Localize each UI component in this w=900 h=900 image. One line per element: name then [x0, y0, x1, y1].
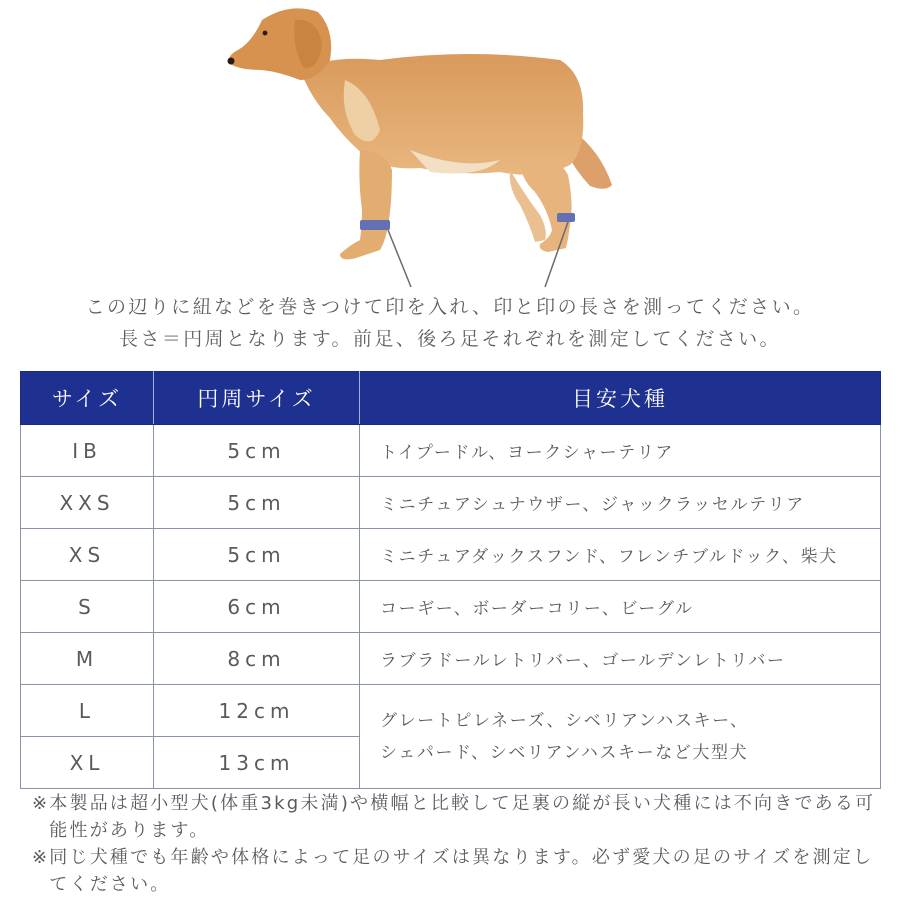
hind-leg-band [557, 213, 575, 222]
circumference-cell: 5cm [154, 477, 360, 529]
golden-retriever-image [0, 0, 900, 290]
breeds-cell: ミニチュアシュナウザー、ジャックラッセルテリア [360, 477, 881, 529]
size-cell: M [21, 633, 154, 685]
size-cell: XS [21, 529, 154, 581]
table-row [21, 529, 881, 581]
circumference-cell: 6cm [154, 581, 360, 633]
note-item [32, 790, 892, 844]
notes-section [32, 790, 892, 898]
table-row [21, 477, 881, 529]
dog-illustration [0, 0, 900, 290]
table-header-row [21, 372, 881, 425]
measurement-instructions [0, 291, 900, 355]
header-breeds: 目安犬種 [360, 372, 881, 425]
front-leg-band [360, 220, 390, 230]
instruction-line-1: この辺りに紐などを巻きつけて印を入れ、印と印の長さを測ってください。 [85, 296, 815, 318]
size-cell: XXS [21, 477, 154, 529]
instruction-line-2: 長さ＝円周となります。前足、後ろ足それぞれを測定してください。 [119, 328, 781, 350]
circumference-cell: 13cm [154, 737, 360, 789]
table-row [21, 633, 881, 685]
header-circumference: 円周サイズ [154, 372, 360, 425]
breeds-cell: トイプードル、ヨークシャーテリア [360, 425, 881, 477]
size-chart-table [20, 371, 881, 789]
size-cell: IB [21, 425, 154, 477]
note-mark: ※ [32, 793, 50, 814]
header-size: サイズ [21, 372, 154, 425]
circumference-cell: 5cm [154, 529, 360, 581]
table-row [21, 685, 881, 737]
breeds-cell: コーギー、ボーダーコリー、ビーグル [360, 581, 881, 633]
breeds-cell: ラブラドールレトリバー、ゴールデンレトリバー [360, 633, 881, 685]
note-mark: ※ [32, 847, 50, 868]
note-text: 本製品は超小型犬(体重3kg未満)や横幅と比較して足裏の縦が長い犬種には不向きである可能性があります。 [49, 793, 876, 841]
breeds-line-2: シェパード、シベリアンハスキーなど大型犬 [380, 742, 749, 763]
circumference-cell: 12cm [154, 685, 360, 737]
circumference-cell: 8cm [154, 633, 360, 685]
size-cell: L [21, 685, 154, 737]
note-item [32, 844, 892, 898]
size-cell: XL [21, 737, 154, 789]
breeds-line-1: グレートピレネーズ、シベリアンハスキー、 [380, 710, 749, 731]
table-row [21, 581, 881, 633]
note-text: 同じ犬種でも年齢や体格によって足のサイズは異なります。必ず愛犬の足のサイズを測定してください。 [49, 847, 874, 895]
size-cell: S [21, 581, 154, 633]
breeds-cell-large [360, 685, 881, 789]
breeds-cell: ミニチュアダックスフンド、フレンチブルドック、柴犬 [360, 529, 881, 581]
circumference-cell: 5cm [154, 425, 360, 477]
table-row [21, 425, 881, 477]
